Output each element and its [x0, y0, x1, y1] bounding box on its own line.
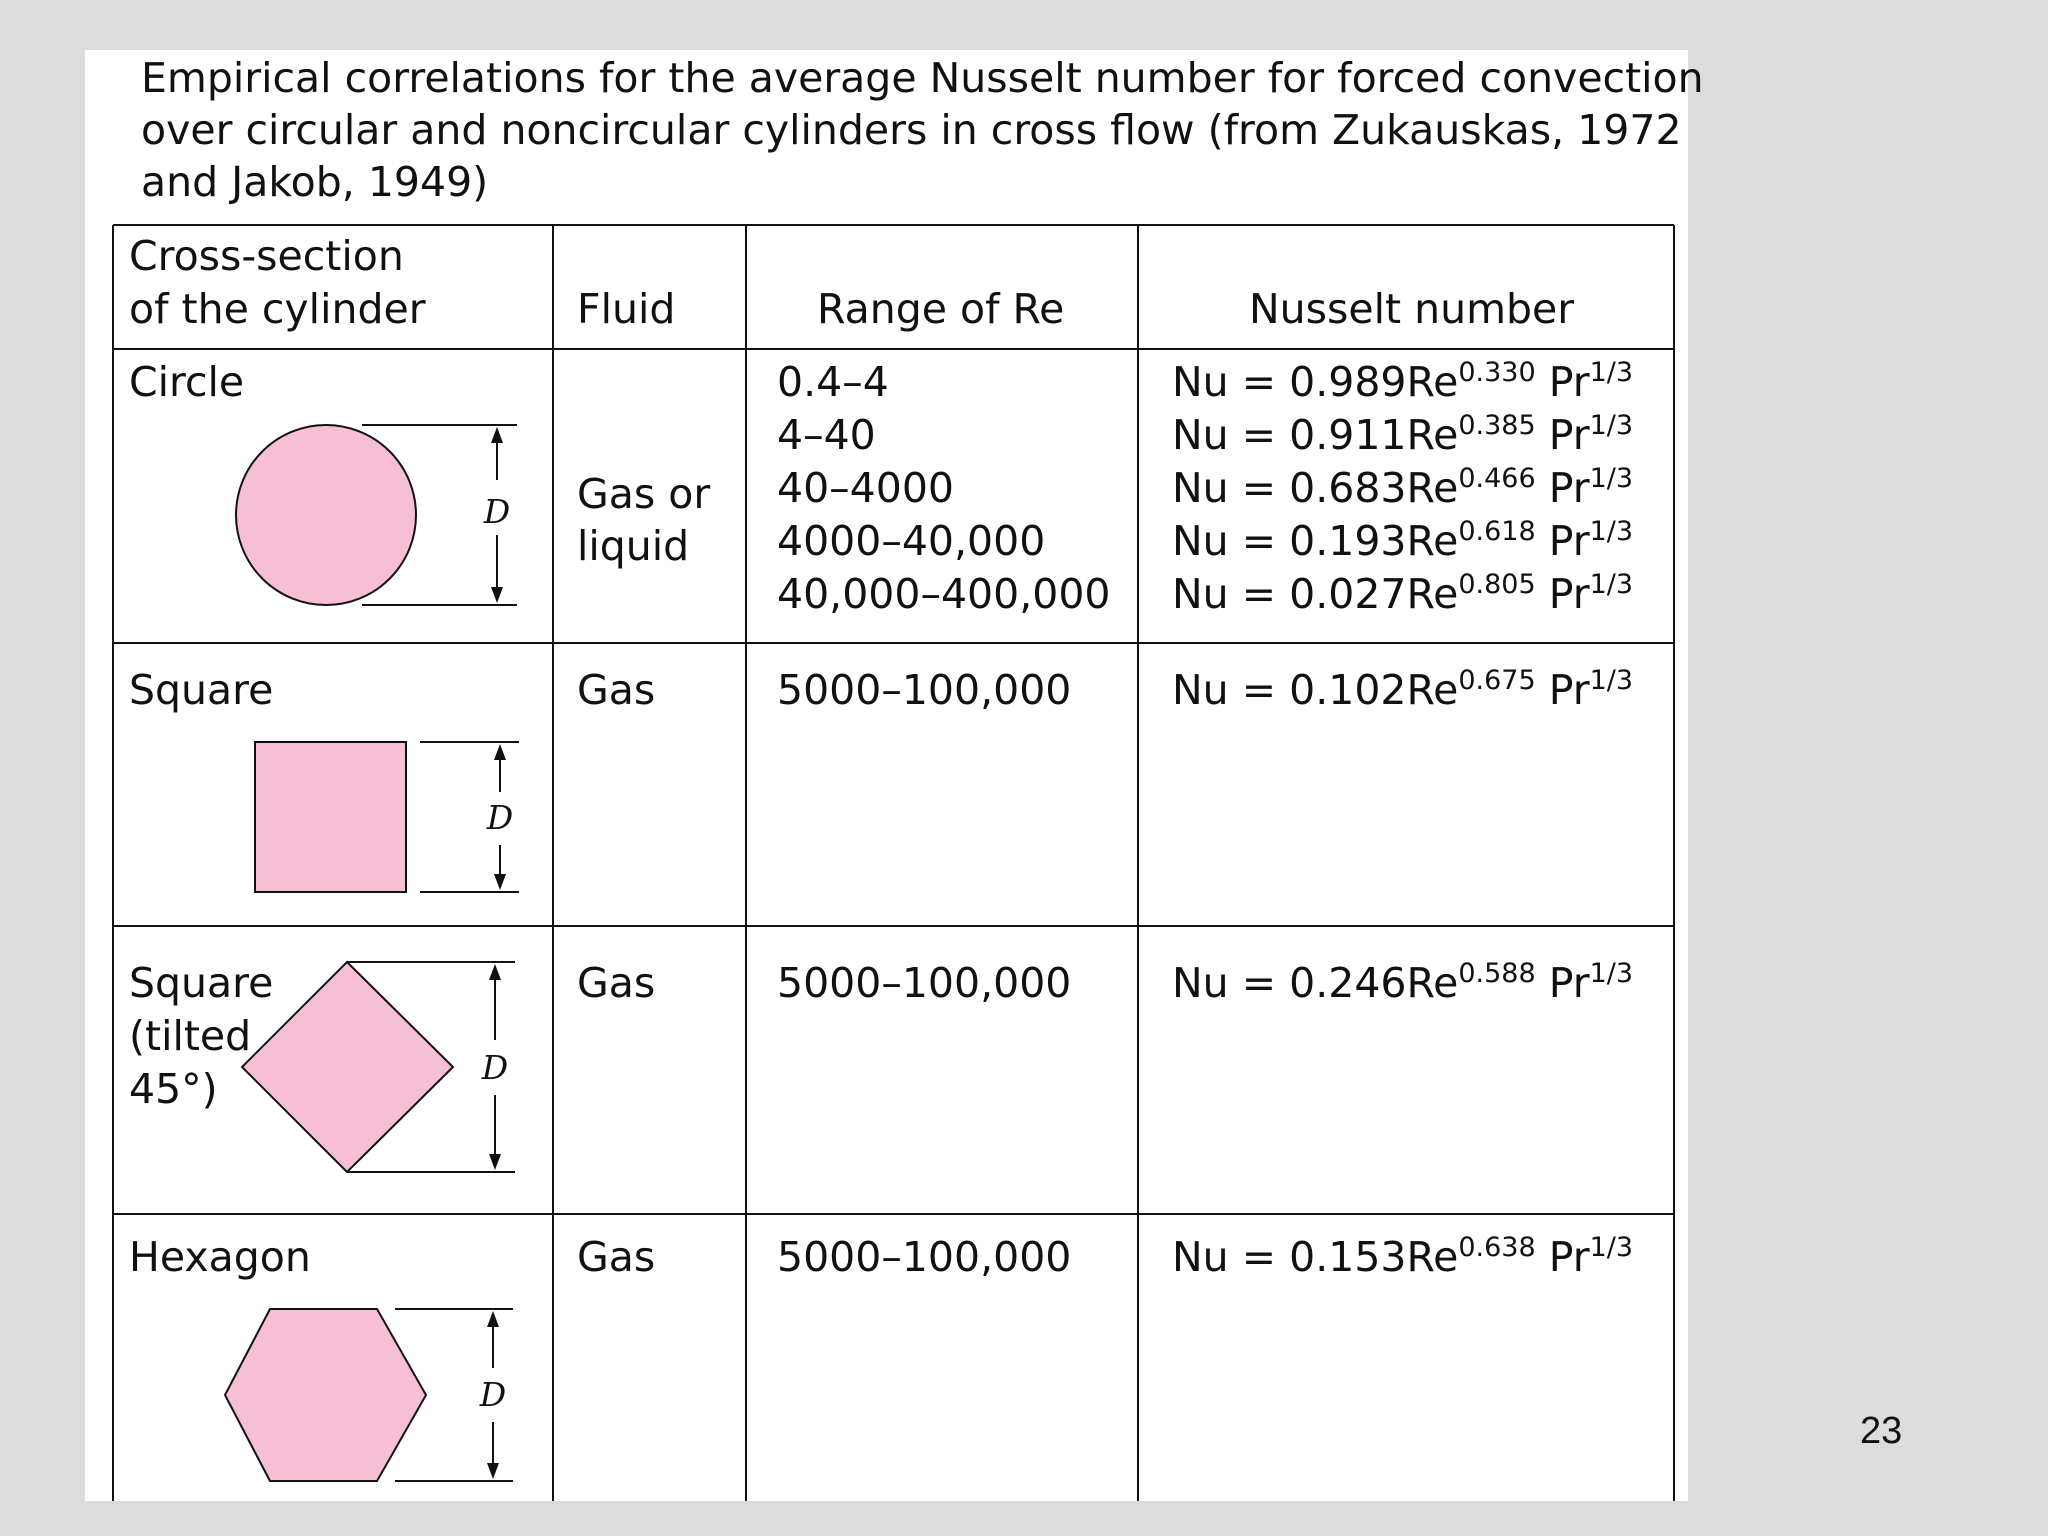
dimension-label: D [483, 492, 511, 531]
caption-line-1: Empirical correlations for the average Nusselt number for forced convection [141, 54, 1704, 102]
coefficient: 0.989 [1289, 358, 1407, 406]
nusselt-correlation [1172, 409, 1633, 462]
re-symbol: Re [1406, 1233, 1459, 1281]
re-symbol: Re [1406, 570, 1459, 618]
coefficient: 0.246 [1289, 959, 1407, 1007]
pr-exponent: 1/3 [1589, 1232, 1634, 1263]
nusselt-correlation [1172, 515, 1633, 568]
coefficient: 0.153 [1289, 1233, 1407, 1281]
pr-symbol: Pr [1548, 464, 1590, 512]
equals-sign: = [1241, 570, 1277, 618]
dimension-label: D [481, 1048, 509, 1087]
equals-sign: = [1241, 517, 1277, 565]
re-exponent: 0.805 [1458, 569, 1536, 600]
re-range-value: 40–4000 [777, 464, 955, 512]
pr-exponent: 1/3 [1589, 357, 1634, 388]
re-symbol: Re [1406, 411, 1459, 459]
pr-exponent: 1/3 [1589, 516, 1634, 547]
header-cross-section-line-1: Cross-section [129, 232, 404, 280]
nu-symbol: Nu [1172, 1233, 1229, 1281]
re-symbol: Re [1406, 666, 1459, 714]
re-exponent: 0.330 [1458, 357, 1536, 388]
nusselt-correlation [1172, 957, 1633, 1010]
re-symbol: Re [1406, 464, 1459, 512]
fluid-line-2: liquid [577, 522, 690, 570]
header-nusselt-number: Nusselt number [1249, 285, 1575, 333]
pr-exponent: 1/3 [1589, 958, 1634, 989]
caption-line-2: over circular and noncircular cylinders in cross flow (from Zukauskas, 1972 [141, 106, 1682, 154]
fluid-line-1: Gas [577, 666, 656, 714]
pr-symbol: Pr [1548, 358, 1590, 406]
pr-symbol: Pr [1548, 411, 1590, 459]
coefficient: 0.683 [1289, 464, 1407, 512]
pr-symbol: Pr [1548, 570, 1590, 618]
re-range-value: 40,000–400,000 [777, 570, 1111, 618]
nusselt-correlation [1172, 462, 1633, 515]
pr-exponent: 1/3 [1589, 410, 1634, 441]
header-fluid: Fluid [577, 285, 676, 333]
nu-symbol: Nu [1172, 411, 1229, 459]
re-exponent: 0.385 [1458, 410, 1536, 441]
pr-exponent: 1/3 [1589, 569, 1634, 600]
re-symbol: Re [1406, 358, 1459, 406]
nu-symbol: Nu [1172, 570, 1229, 618]
square-shape [255, 742, 406, 892]
re-range-value: 5000–100,000 [777, 666, 1072, 714]
caption-line-3: and Jakob, 1949) [141, 158, 489, 206]
nu-symbol: Nu [1172, 666, 1229, 714]
dimension-label: D [486, 798, 514, 837]
re-range-value: 4–40 [777, 411, 876, 459]
re-range-value: 5000–100,000 [777, 959, 1072, 1007]
coefficient: 0.102 [1289, 666, 1407, 714]
shape-name: Circle [129, 358, 245, 406]
fluid-line-1: Gas [577, 959, 656, 1007]
re-symbol: Re [1406, 517, 1459, 565]
coefficient: 0.911 [1289, 411, 1407, 459]
nusselt-correlation [1172, 356, 1633, 409]
coefficient: 0.193 [1289, 517, 1407, 565]
nu-symbol: Nu [1172, 517, 1229, 565]
fluid-line-1: Gas or [577, 470, 711, 518]
re-exponent: 0.638 [1458, 1232, 1536, 1263]
header-range-of-re: Range of Re [817, 285, 1065, 333]
shape-name: Hexagon [129, 1233, 311, 1281]
equals-sign: = [1241, 411, 1277, 459]
dimension-label: D [479, 1375, 507, 1414]
re-range-value: 4000–40,000 [777, 517, 1046, 565]
nusselt-correlation [1172, 568, 1633, 621]
nusselt-correlation [1172, 664, 1633, 717]
equals-sign: = [1241, 1233, 1277, 1281]
equals-sign: = [1241, 358, 1277, 406]
page-number: 23 [1860, 1410, 1903, 1452]
pr-exponent: 1/3 [1589, 665, 1634, 696]
equals-sign: = [1241, 666, 1277, 714]
re-exponent: 0.618 [1458, 516, 1536, 547]
shape-name-line-1: Square [129, 959, 274, 1007]
nu-symbol: Nu [1172, 464, 1229, 512]
nu-symbol: Nu [1172, 959, 1229, 1007]
pr-symbol: Pr [1548, 517, 1590, 565]
re-range-value: 0.4–4 [777, 358, 889, 406]
fluid-line-1: Gas [577, 1233, 656, 1281]
nusselt-correlation [1172, 1231, 1633, 1284]
equals-sign: = [1241, 959, 1277, 1007]
equals-sign: = [1241, 464, 1277, 512]
circle-shape [236, 425, 416, 605]
re-exponent: 0.466 [1458, 463, 1536, 494]
header-cross-section-line-2: of the cylinder [129, 285, 426, 333]
pr-symbol: Pr [1548, 1233, 1590, 1281]
pr-exponent: 1/3 [1589, 463, 1634, 494]
re-range-value: 5000–100,000 [777, 1233, 1072, 1281]
shape-name-line-2: (tilted [129, 1012, 252, 1060]
nu-symbol: Nu [1172, 358, 1229, 406]
pr-symbol: Pr [1548, 666, 1590, 714]
pr-symbol: Pr [1548, 959, 1590, 1007]
shape-name: Square [129, 666, 274, 714]
shape-name-line-3: 45°) [129, 1065, 218, 1113]
re-symbol: Re [1406, 959, 1459, 1007]
re-exponent: 0.675 [1458, 665, 1536, 696]
re-exponent: 0.588 [1458, 958, 1536, 989]
coefficient: 0.027 [1289, 570, 1407, 618]
slide-panel [85, 50, 1704, 1501]
